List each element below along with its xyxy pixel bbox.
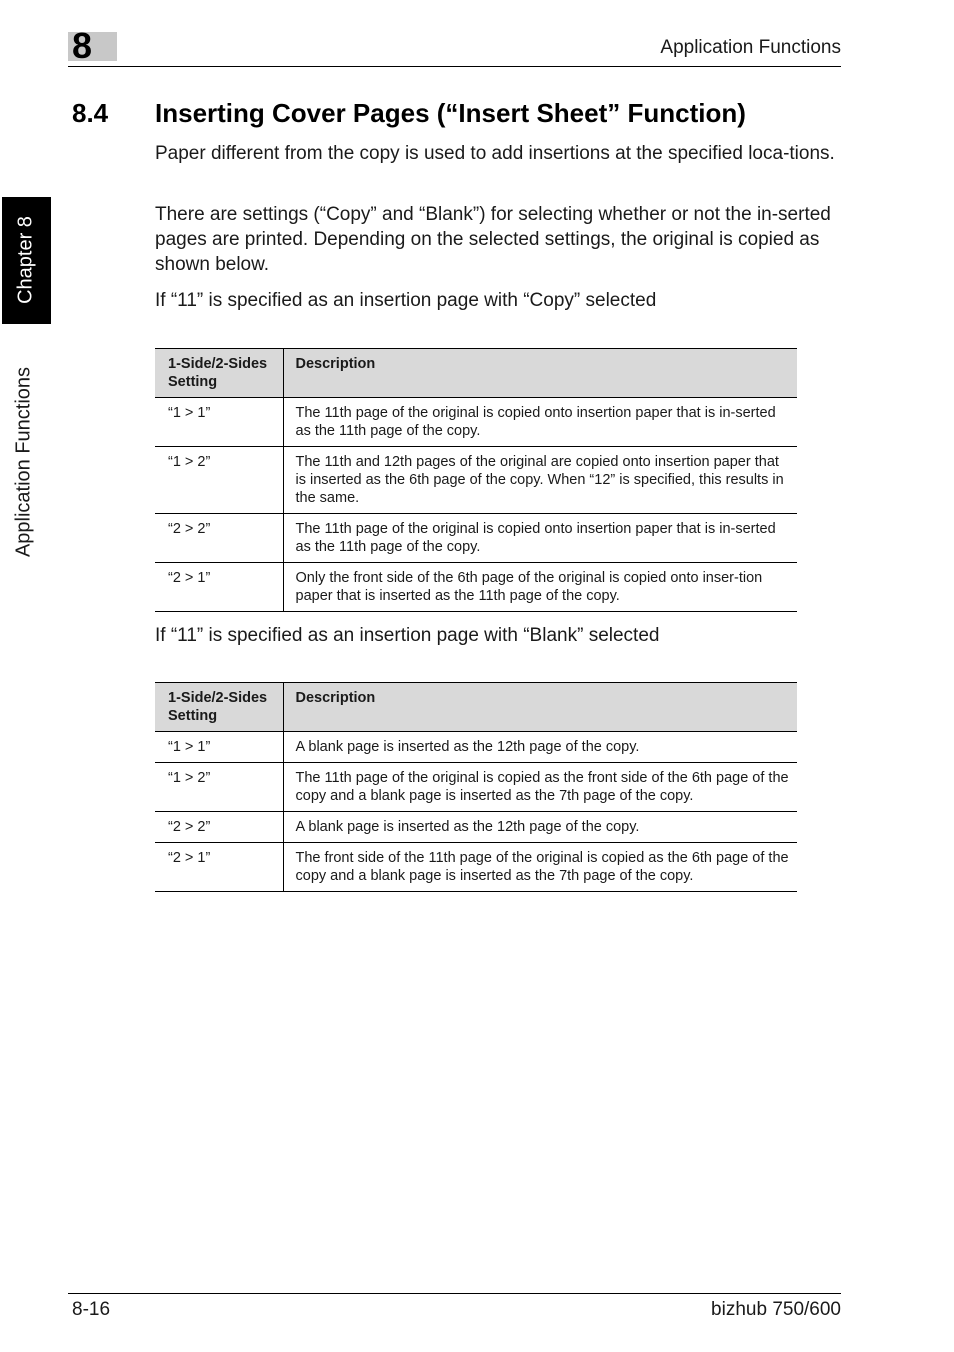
- chapter-number: 8: [72, 25, 93, 66]
- table-header-row: [155, 683, 797, 732]
- side-tab-chapter-label: Chapter 8: [14, 216, 37, 304]
- description-cell: Only the front side of the 6th page of the original is copied onto inser-tion paper that is inserted as the 11th page of the copy.: [283, 563, 797, 612]
- table-row: [155, 812, 797, 843]
- description-cell: The 11th and 12th pages of the original are copied onto insertion paper that is inserted as the 6th page of the copy. When “12” is specified, this results in the same.: [283, 447, 797, 514]
- setting-cell: “1 > 1”: [155, 732, 283, 763]
- setting-cell: “2 > 1”: [155, 843, 283, 892]
- setting-cell: “1 > 1”: [155, 398, 283, 447]
- copy-settings-table: [155, 348, 797, 612]
- blank-settings-table: [155, 682, 797, 892]
- table-row: [155, 447, 797, 514]
- table-row: [155, 398, 797, 447]
- description-cell: The 11th page of the original is copied onto insertion paper that is in-serted as the 11th page of the copy.: [283, 514, 797, 563]
- setting-cell: “1 > 2”: [155, 763, 283, 812]
- table-row: [155, 763, 797, 812]
- description-cell: A blank page is inserted as the 12th page of the copy.: [283, 812, 797, 843]
- settings-paragraph: There are settings (“Copy” and “Blank”) for selecting whether or not the in-serted pages are printed. Depending on the selected settings, the original is copied as shown below.: [155, 204, 831, 275]
- section-number: 8.4: [72, 98, 109, 128]
- setting-cell: “2 > 1”: [155, 563, 283, 612]
- header-cell-description: Description: [283, 683, 797, 732]
- header-cell-setting: 1-Side/2-Sides Setting: [155, 349, 283, 398]
- section-title: Inserting Cover Pages (“Insert Sheet” Function): [155, 98, 746, 128]
- setting-cell: “2 > 2”: [155, 812, 283, 843]
- running-header-title: Application Functions: [660, 37, 841, 58]
- description-cell: A blank page is inserted as the 12th page of the copy.: [283, 732, 797, 763]
- blank-table-caption: If “11” is specified as an insertion page with “Blank” selected: [155, 625, 660, 646]
- table-row: [155, 514, 797, 563]
- copy-table-caption: If “11” is specified as an insertion page with “Copy” selected: [155, 290, 657, 311]
- setting-cell: “1 > 2”: [155, 447, 283, 514]
- header-divider: [68, 66, 841, 67]
- description-cell: The front side of the 11th page of the original is copied as the 6th page of the copy and a blank page is inserted as the 7th page of the copy.: [283, 843, 797, 892]
- product-name: bizhub 750/600: [711, 1299, 841, 1320]
- table-row: [155, 843, 797, 892]
- section-heading: [72, 98, 746, 129]
- description-cell: The 11th page of the original is copied onto insertion paper that is in-serted as the 11th page of the copy.: [283, 398, 797, 447]
- table-row: [155, 732, 797, 763]
- footer-divider: [68, 1293, 841, 1294]
- table-header-row: [155, 349, 797, 398]
- description-cell: The 11th page of the original is copied as the front side of the 6th page of the copy and a blank page is inserted as the 7th page of the copy.: [283, 763, 797, 812]
- setting-cell: “2 > 2”: [155, 514, 283, 563]
- intro-paragraph: Paper different from the copy is used to add insertions at the specified loca-tions.: [155, 143, 835, 164]
- side-tab-section-label: Application Functions: [12, 366, 35, 558]
- header-cell-setting: 1-Side/2-Sides Setting: [155, 683, 283, 732]
- table-row: [155, 563, 797, 612]
- header-cell-description: Description: [283, 349, 797, 398]
- page-number: 8-16: [72, 1299, 111, 1320]
